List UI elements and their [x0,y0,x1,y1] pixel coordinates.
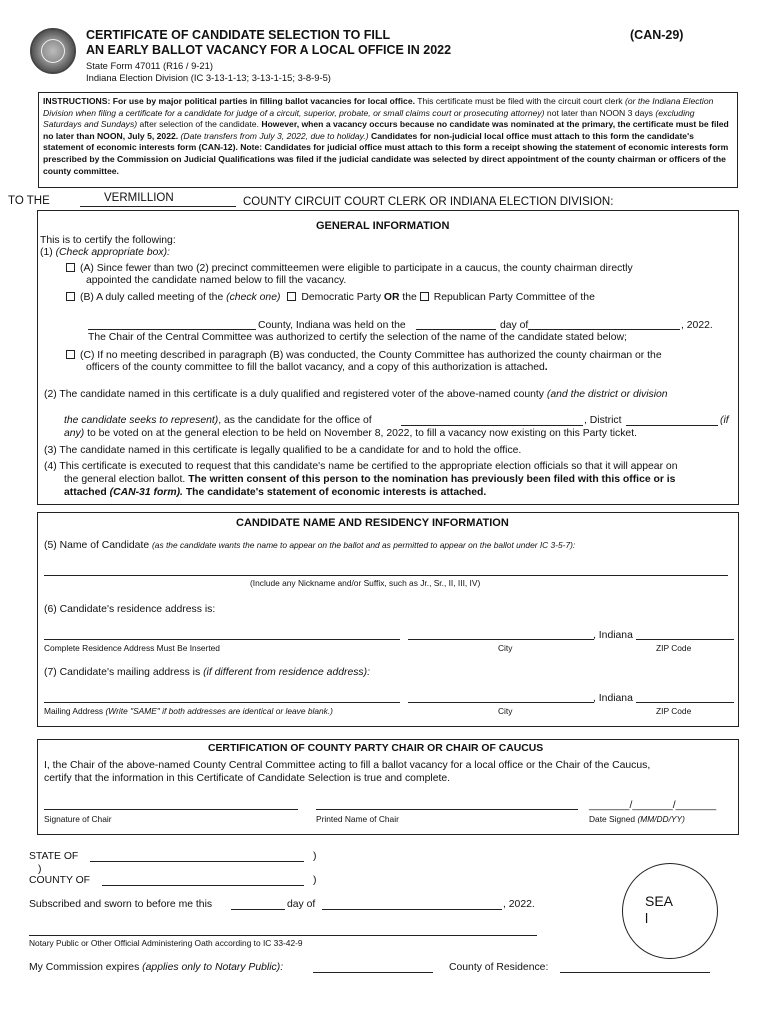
certify-intro: This is to certify the following: [40,235,176,246]
district-field[interactable] [626,415,718,426]
sworn-label: Subscribed and sworn to before me this [29,899,213,910]
candidate-name-field[interactable] [44,566,728,576]
indiana-state-seal-icon [30,28,76,74]
item-2-line-1: (2) The candidate named in this certificate is a duly qualified and registered voter of the above-named county (and the district or division [44,389,668,400]
instructions-box: INSTRUCTIONS: For use by major political parties in filling ballot vacancies for local office. This certificate must be filed with the circuit court clerk (or the Indiana Election Division when filing a certificate for a candidate for judge of a circuit, superior, probate, or small claims court or prosecuting attorney) not later than NOON 3 days (excluding Saturdays and Sundays) after selection of the candidate. However, when a vacancy occurs because no candidate was nominated at the primary, the certificate must be filed no later than NOON, July 5, 2022. (Date transfers from July 3, 2022, due to holiday.) Candidates for non-judicial local office must attach to this form the candidate's statement of economic interests form (CAN-12). Note: Candidates for judicial office must attach to this form a receipt showing the statement of economic interests form prescribed by the Commission on Judicial Qualifications was filed if the judicial candidate was selected by direct appointment of the county chairman or officers of the county committee. [38,92,738,188]
certification-text-1: I, the Chair of the above-named County Central Committee acting to fill a ballot vacancy for a local office or the Chair of the Caucus, [44,760,651,771]
item-6-label: (6) Candidate's residence address is: [44,604,216,615]
residence-address-label: Complete Residence Address Must Be Inserted [44,643,220,653]
notary-label: Notary Public or Other Official Administering Oath according to IC 33-42-9 [29,938,303,948]
candidate-heading: CANDIDATE NAME AND RESIDENCY INFORMATION [236,517,509,529]
option-b-day-field[interactable] [416,320,496,330]
notary-seal-area [622,863,718,959]
instructions-lead: INSTRUCTIONS: For use by major political parties in filling ballot vacancies for local office. [43,96,415,106]
sworn-dayof-label: day of [287,899,316,910]
option-b-dayof-label: day of [500,320,529,331]
office-field[interactable] [401,415,583,426]
option-b-year: , 2022. [681,320,713,331]
residence-zip-label: ZIP Code [656,643,692,653]
state-form-number: State Form 47011 (R16 / 9-21) [86,60,213,71]
sworn-month-field[interactable] [322,900,502,910]
state-of-field[interactable] [90,852,304,862]
mailing-city-field[interactable] [408,693,594,703]
notary-paren-middle: ) [38,864,42,875]
printed-name-label: Printed Name of Chair [316,814,399,824]
commission-expires-label: My Commission expires (applies only to Notary Public): [29,962,284,973]
form-title [86,28,606,58]
seal-text-2: l [645,910,649,926]
item-5-label: (5) Name of Candidate (as the candidate wants the name to appear on the ballot and as permitted to appear on the ballot under IC 3-5-7): [44,540,576,551]
item-2-line-3: any) to be voted on at the general election to be held on November 8, 2022, to fill a vacancy now existing on this Party ticket. [64,428,637,439]
item-2-line-2: the candidate seeks to represent), as the candidate for the office of [64,415,372,426]
certification-heading: CERTIFICATION OF COUNTY PARTY CHAIR OR CHAIR OF CAUCUS [208,743,544,754]
county-of-residence-label: County of Residence: [449,962,549,973]
option-a-line-2: appointed the candidate named below to fill the vacancy. [86,275,347,286]
item-7-label: (7) Candidate's mailing address is (if different from residence address): [44,667,370,678]
option-c-checkbox[interactable] [66,350,75,359]
item-4-line-3: attached (CAN-31 form). The candidate's statement of economic interests is attached. [64,487,487,498]
option-b-county-label: County, Indiana was held on the [258,320,406,331]
district-if: (if [720,415,729,426]
date-signed-label: Date Signed (MM/DD/YY) [589,814,685,824]
title-line-2: AN EARLY BALLOT VACANCY FOR A LOCAL OFFICE IN 2022 [86,43,452,57]
sworn-day-field[interactable] [231,900,285,910]
item-3: (3) The candidate named in this certificate is legally qualified to be a candidate for and to hold the office. [44,445,522,456]
notary-signature-field[interactable] [29,926,537,936]
county-of-paren: ) [313,875,317,886]
option-b-checkbox[interactable] [66,292,75,301]
date-signed-field[interactable]: _______/_______/_______ [589,800,717,811]
mailing-zip-label: ZIP Code [656,706,692,716]
state-of-paren: ) [313,851,317,862]
county-of-residence-field[interactable] [560,963,710,973]
sworn-year: , 2022. [503,899,535,910]
democratic-checkbox[interactable] [287,292,296,301]
option-b-month-field[interactable] [528,320,680,330]
county-value: VERMILLION [104,192,174,204]
state-of-label: STATE OF [29,851,79,862]
option-a-checkbox[interactable] [66,263,75,272]
county-of-field[interactable] [102,876,304,886]
option-b-line-2: The Chair of the Central Committee was authorized to certify the selection of the name of the candidate stated below; [88,332,627,343]
mailing-address-label: Mailing Address (Write "SAME" if both addresses are identical or leave blank.) [44,706,333,716]
to-the-suffix: COUNTY CIRCUIT COURT CLERK OR INDIANA ELECTION DIVISION: [243,196,614,208]
district-label: , District [584,415,622,426]
residence-city-label: City [498,643,513,653]
mailing-zip-field[interactable] [636,693,734,703]
title-line-1: CERTIFICATE OF CANDIDATE SELECTION TO FILL [86,28,391,42]
county-of-label: COUNTY OF [29,875,90,886]
division-citation: Indiana Election Division (IC 3-13-1-13; 3-13-1-15; 3-8-9-5) [86,72,331,83]
seal-text-1: SEA [645,893,674,909]
chair-signature-field[interactable] [44,800,298,810]
residence-zip-field[interactable] [636,630,734,640]
residence-city-field[interactable] [408,630,594,640]
mailing-address-field[interactable] [44,693,400,703]
item-4-line-1: (4) This certificate is executed to request that this candidate's name be certified to the appropriate election officials so that it will appear on [44,461,678,472]
general-information-heading: GENERAL INFORMATION [316,220,450,232]
mailing-city-label: City [498,706,513,716]
chair-printed-name-field[interactable] [316,800,578,810]
residence-address-field[interactable] [44,630,400,640]
form-code: (CAN-29) [630,28,684,42]
nickname-note: (Include any Nickname and/or Suffix, such as Jr., Sr., II, III, IV) [250,578,481,588]
certification-text-2: certify that the information in this Certificate of Candidate Selection is true and complete. [44,773,451,784]
signature-label: Signature of Chair [44,814,112,824]
to-the-label: TO THE [8,195,50,207]
republican-checkbox[interactable] [420,292,429,301]
option-b-row[interactable]: (B) A duly called meeting of the (check one) Democratic Party OR the Republican Party Committee of the [66,292,595,303]
option-b-county-field[interactable] [88,320,256,330]
item-4-line-2: the general election ballot. The written consent of this person to the nomination has previously been filed with this office or is [64,474,676,485]
option-a-row[interactable]: (A) Since fewer than two (2) precinct committeemen were eligible to participate in a caucus, the county chairman directly [66,263,633,274]
option-c-line-2: officers of the county committee to fill the ballot vacancy, and a copy of this authorization is attached. [86,362,548,373]
option-c-row[interactable]: (C) If no meeting described in paragraph (B) was conducted, the County Committee has authorized the county chairman or the [66,350,662,361]
item-1-label: (1) (Check appropriate box): [40,247,170,258]
residence-indiana: , Indiana [593,630,633,641]
mailing-indiana: , Indiana [593,693,633,704]
commission-expires-field[interactable] [313,963,433,973]
